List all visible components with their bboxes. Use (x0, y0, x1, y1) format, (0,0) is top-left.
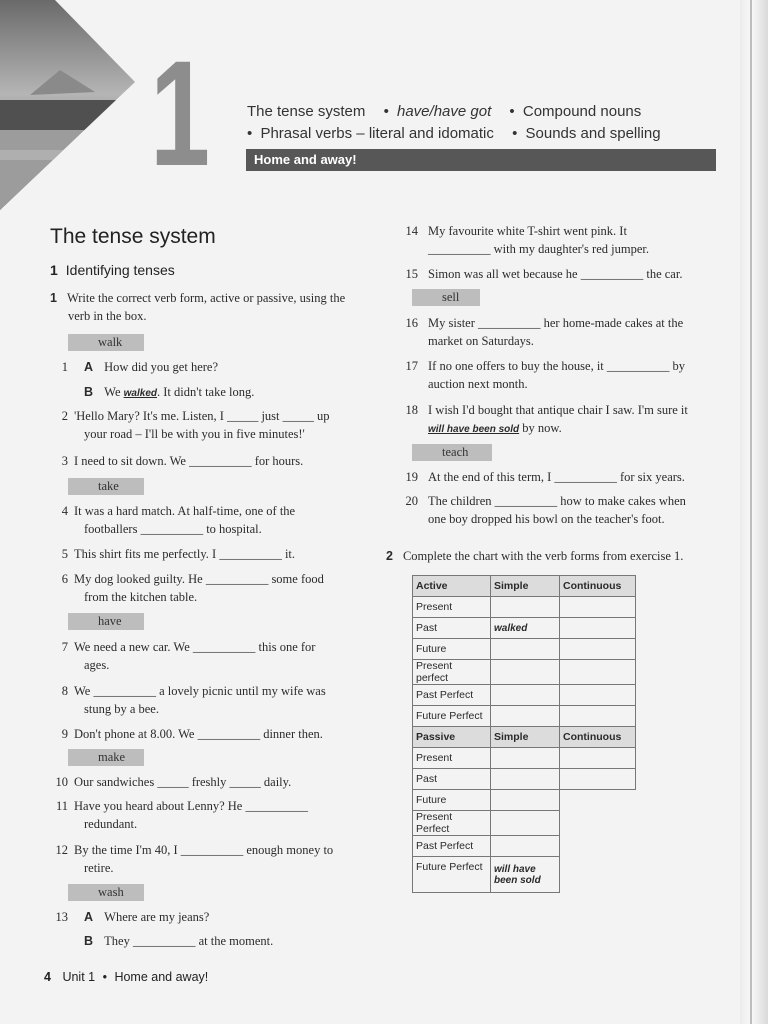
instruction-number: 1 (50, 291, 57, 305)
topics-line-1 (247, 103, 641, 120)
exercise-item-4: 4 It was a hard match. At half-time, one of the footballers __________ to hospital. (61, 504, 296, 536)
chart-header-passive (413, 727, 636, 748)
exercise-item-13: 13 A Where are my jeans? (55, 910, 210, 924)
exercise-item-15: 15 Simon was all wet because he __________ the car. (405, 267, 683, 281)
exercise-item-11: 11 Have you heard about Lenny? He __________ redundant. (55, 799, 308, 831)
answer: walked (123, 388, 157, 399)
chart-row: Future (413, 639, 636, 660)
exercise-item-2: 2 'Hello Mary? It's me. Listen, I _____ just _____ up your road – I'll be with you in five minutes!' (61, 409, 330, 441)
answer: will have been sold (428, 424, 520, 435)
chart-cell: Simple (491, 727, 560, 748)
verb-box-have: have (68, 613, 144, 630)
chart-answer[interactable]: walked (491, 618, 560, 639)
exercise-item-1: 1 A How did you get here? (61, 360, 219, 374)
verb-box-wash: wash (68, 884, 144, 901)
chart-row: Future Perfect (413, 706, 636, 727)
exercise-item-8: 8 We __________ a lovely picnic until my wife was stung by a bee. (61, 684, 326, 716)
verb-box-teach: teach (412, 444, 492, 461)
page-edge (740, 0, 768, 1024)
chart-row: Present perfect (413, 660, 636, 685)
page-edge-line (750, 0, 752, 1024)
exercise-item-17: 17 If no one offers to buy the house, it __________ by auction next month. (405, 359, 686, 391)
exercise-item-12: 12 By the time I'm 40, I __________ enough money to retire. (55, 843, 334, 875)
exercise-item-6: 6 My dog looked guilty. He __________ some food from the kitchen table. (61, 572, 324, 604)
exercise-2-instruction: 2 Complete the chart with the verb forms from exercise 1. (386, 549, 684, 563)
exercise-item-3: 3 I need to sit down. We __________ for hours. (61, 454, 304, 468)
section-title: The tense system (50, 225, 216, 248)
corner-photo (0, 0, 135, 210)
chart-row: Future (413, 790, 636, 811)
bullet: • (512, 125, 518, 142)
unit-title-bar (246, 149, 716, 171)
chart-row: Present Perfect (413, 811, 636, 836)
bullet: • (247, 125, 253, 142)
exercise-item-10: 10 Our sandwiches _____ freshly _____ daily. (55, 775, 292, 789)
page-number: 4 (44, 970, 51, 984)
chart-cell: Continuous (560, 727, 636, 748)
exercise-item-5: 5 This shirt fits me perfectly. I __________ it. (61, 547, 296, 561)
chart-row: Past Perfect (413, 836, 636, 857)
chart-row: Past (413, 769, 636, 790)
exercise-item-9: 9 Don't phone at 8.00. We __________ dinner then. (61, 727, 323, 741)
exercise-item-18: 18 I wish I'd bought that antique chair I saw. I'm sure it will have been sold by now. (405, 403, 688, 435)
verb-forms-chart (412, 575, 636, 893)
chart-cell: Active (413, 576, 491, 597)
topic: Phrasal verbs – literal and idomatic (260, 125, 494, 142)
exercise-item-16: 16 My sister __________ her home-made cakes at the market on Saturdays. (405, 316, 684, 348)
chart-cell: Continuous (560, 576, 636, 597)
verb-box-walk: walk (68, 334, 144, 351)
topic: Compound nouns (522, 103, 642, 120)
topic: Sounds and spelling (525, 125, 661, 142)
sub-title-text: Identifying tenses (65, 262, 175, 278)
page-footer: 4 Unit 1 • Home and away! (44, 970, 209, 984)
exercise-item-13b: B They __________ at the moment. (84, 934, 274, 948)
instruction: 1 Write the correct verb form, active or passive, using the verb in the box. (50, 291, 346, 323)
verb-box-make: make (68, 749, 144, 766)
verb-box-sell: sell (412, 289, 480, 306)
chart-row: Present (413, 748, 636, 769)
unit-number: 1 (150, 29, 208, 197)
exercise-item-14: 14 My favourite white T-shirt went pink. It __________ with my daughter's red jumper. (405, 224, 649, 256)
chart-row: Present (413, 597, 636, 618)
chart-row: Past walked (413, 618, 636, 639)
exercise-item-1b: B We walked. It didn't take long. (84, 385, 255, 399)
sub-title (50, 262, 175, 278)
chart-cell: Simple (491, 576, 560, 597)
sub-number: 1 (50, 262, 58, 278)
bullet: • (509, 103, 515, 120)
topic: have/have got (397, 103, 492, 120)
verb-box-take: take (68, 478, 144, 495)
chart-cell: Passive (413, 727, 491, 748)
unit-title: Home and away! (254, 152, 357, 167)
chart-row: Future Perfect will have been sold (413, 857, 636, 893)
exercise-item-19: 19 At the end of this term, I __________ for six years. (405, 470, 685, 484)
chart-header-active (413, 576, 636, 597)
exercise-item-7: 7 We need a new car. We __________ this one for ages. (61, 640, 316, 672)
exercise-item-20: 20 The children __________ how to make cakes when one boy dropped his bowl on the teacher's foot. (405, 494, 686, 526)
chart-row: Past Perfect (413, 685, 636, 706)
bullet: • (383, 103, 389, 120)
topic: The tense system (247, 103, 366, 120)
topics-line-2 (247, 125, 661, 142)
chart-answer[interactable]: will have been sold (491, 857, 560, 893)
